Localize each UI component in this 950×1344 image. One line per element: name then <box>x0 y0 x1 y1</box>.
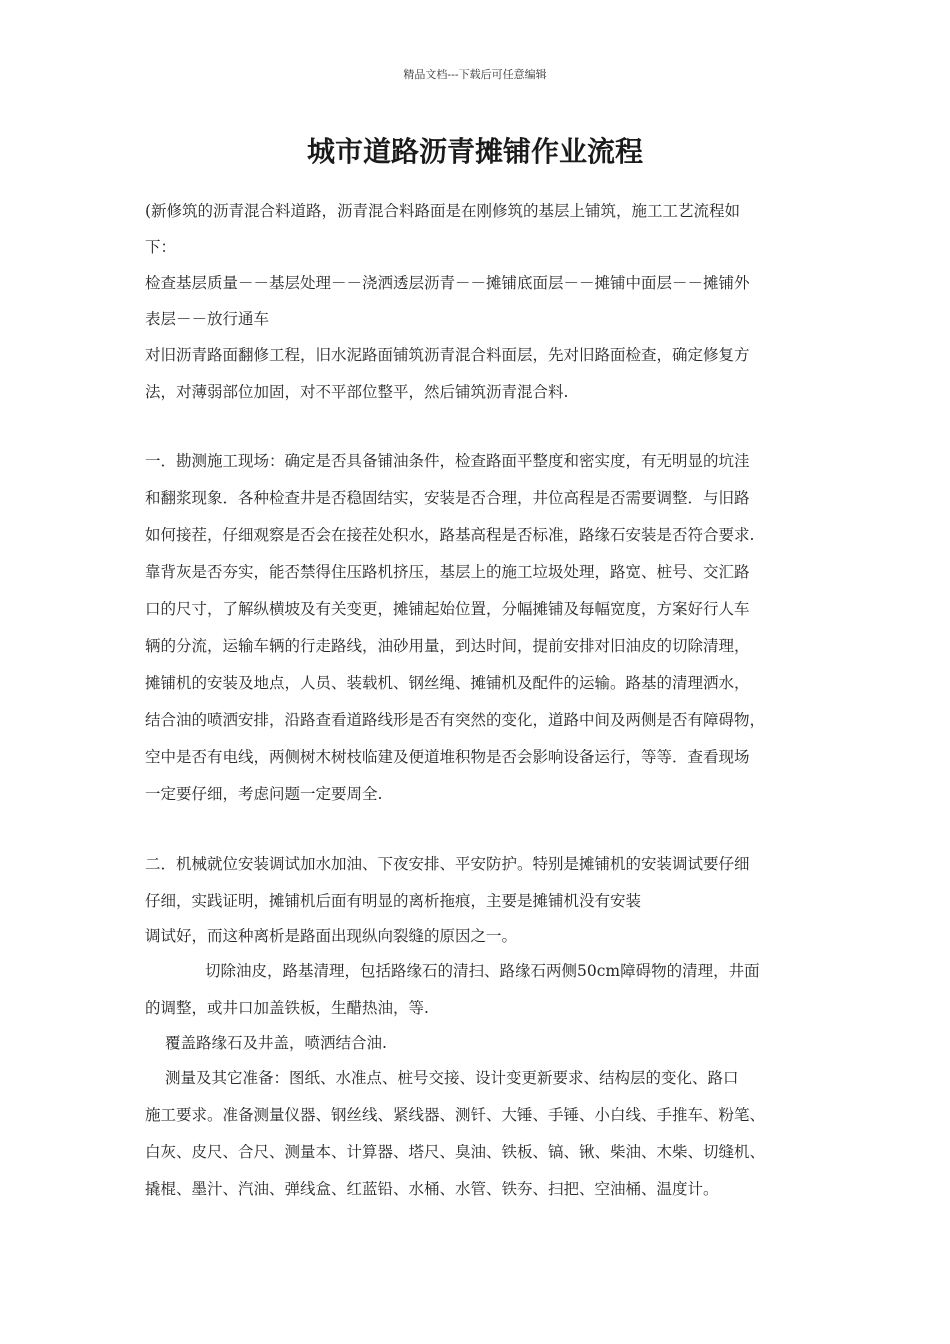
section-1-line: 一．勘测施工现场：确定是否具备铺油条件，检查路面平整度和密实度，有无明显的坑洼 <box>145 452 750 470</box>
section-1-line: 和翻浆现象．各种检查井是否稳固结实，安装是否合理，井位高程是否需要调整．与旧路 <box>145 489 750 507</box>
section-2-line: 调试好，而这种离析是路面出现纵向裂缝的原因之一。 <box>145 927 518 945</box>
section-1-line: 一定要仔细，考虑问题一定要周全. <box>145 785 383 803</box>
section-2-line: 测量及其它准备：图纸、水准点、桩号交接、设计变更新要求、结构层的变化、路口 <box>165 1069 739 1087</box>
section-2-line: 施工要求。准备测量仪器、钢丝线、紧线器、测钎、大锤、手锤、小白线、手推车、粉笔、 <box>145 1106 766 1124</box>
section-2-line: 的调整，或井口加盖铁板，生醋热油，等. <box>145 999 429 1017</box>
section-1-line: 辆的分流，运输车辆的行走路线，油砂用量，到达时间，提前安排对旧油皮的切除清理， <box>145 637 750 655</box>
section-2-line: 切除油皮，路基清理，包括路缘石的清扫、路缘石两侧50cm障碍物的清理，井面 <box>205 962 760 980</box>
paragraph-line: 对旧沥青路面翻修工程，旧水泥路面铺筑沥青混合料面层，先对旧路面检查，确定修复方 <box>145 346 750 364</box>
section-2-line: 撬棍、墨汁、汽油、弹线盒、红蓝铅、水桶、水管、铁夯、扫把、空油桶、温度计。 <box>145 1180 719 1198</box>
section-2-line: 覆盖路缘石及井盖，喷洒结合油. <box>165 1034 387 1052</box>
header-note: 精品文档---下载后可任意编辑 <box>403 68 547 81</box>
section-1-line: 空中是否有电线，两侧树木树枝临建及便道堆积物是否会影响设备运行，等等．查看现场 <box>145 748 750 766</box>
section-1-line: 如何接茬，仔细观察是否会在接茬处积水，路基高程是否标准，路缘石安装是否符合要求. <box>145 526 755 544</box>
paragraph-line: 检查基层质量－－基层处理－－浇洒透层沥青－－摊铺底面层－－摊铺中面层－－摊铺外 <box>145 274 750 292</box>
section-2-line: 白灰、皮尺、合尺、测量本、计算器、塔尺、臭油、铁板、镐、锹、柴油、木柴、切缝机、 <box>145 1143 766 1161</box>
paragraph-line: 表层－－放行通车 <box>145 310 270 328</box>
section-1-line: 结合油的喷洒安排，沿路查看道路线形是否有突然的变化，道路中间及两侧是否有障碍物， <box>145 711 766 729</box>
paragraph-line: 下： <box>145 238 177 256</box>
section-2-line: 仔细，实践证明，摊铺机后面有明显的离析拖痕，主要是摊铺机没有安装 <box>145 892 642 910</box>
section-1-line: 摊铺机的安装及地点，人员、装载机、钢丝绳、摊铺机及配件的运输。路基的清理洒水， <box>145 674 750 692</box>
section-1-line: 口的尺寸，了解纵横坡及有关变更，摊铺起始位置，分幅摊铺及每幅宽度，方案好行人车 <box>145 600 750 618</box>
paragraph-line: (新修筑的沥青混合料道路，沥青混合料路面是在刚修筑的基层上铺筑，施工工艺流程如 <box>145 202 741 220</box>
document-title: 城市道路沥青摊铺作业流程 <box>306 135 643 168</box>
paragraph-line: 法，对薄弱部位加固，对不平部位整平，然后铺筑沥青混合料. <box>145 383 569 401</box>
section-2-line: 二．机械就位安装调试加水加油、下夜安排、平安防护。特别是摊铺机的安装调试要仔细 <box>145 855 750 873</box>
section-1-line: 靠背灰是否夯实，能否禁得住压路机挤压，基层上的施工垃圾处理，路宽、桩号、交汇路 <box>145 563 750 581</box>
